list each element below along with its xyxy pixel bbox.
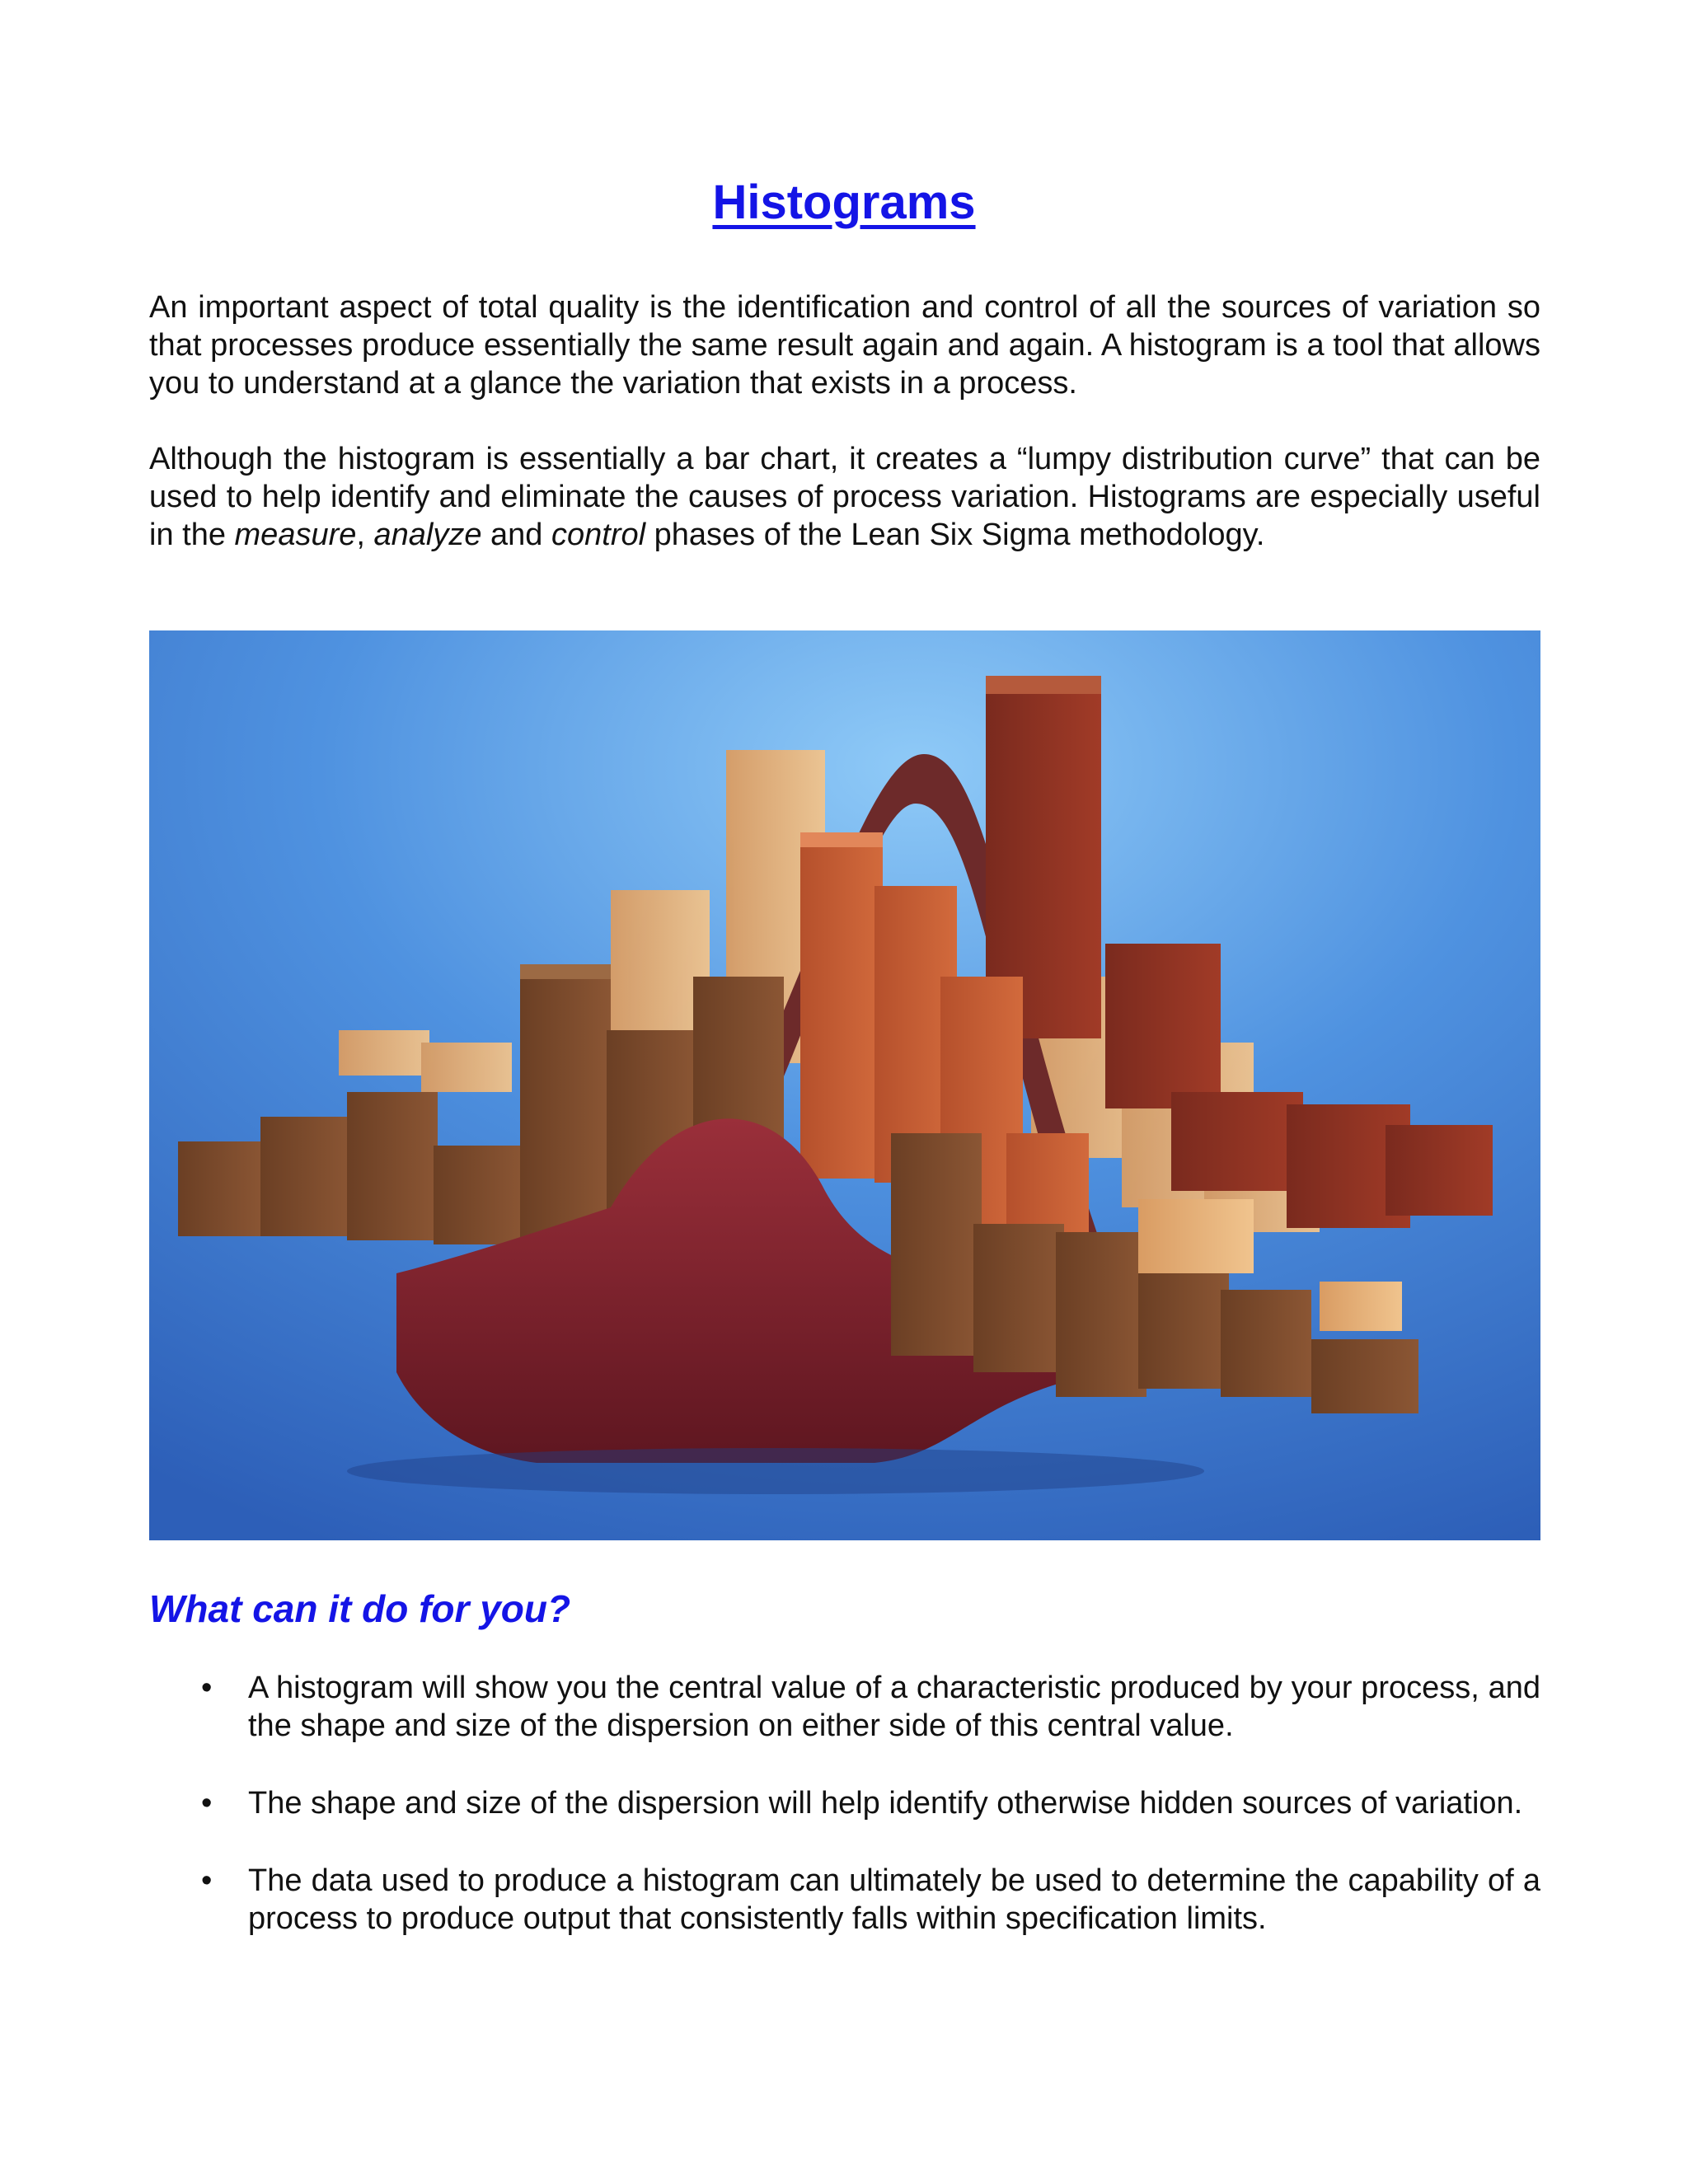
wooden-histogram-illustration xyxy=(149,630,1540,1540)
paragraph2-text-b: phases of the Lean Six Sigma methodology. xyxy=(645,518,1265,552)
bullet-icon: • xyxy=(201,1863,213,1898)
paragraph2-sep2: and xyxy=(481,518,552,552)
section-heading: What can it do for you? xyxy=(149,1587,571,1630)
control-term: control xyxy=(551,518,646,552)
bullet-icon: • xyxy=(201,1786,213,1821)
list-item-text: The data used to produce a histogram can ultimately be used to determine the capability of a process to produce output that consistently falls within specification limits. xyxy=(248,1863,1540,1936)
list-item xyxy=(0,1669,1688,1745)
list-item xyxy=(0,1862,1688,1938)
measure-term: measure xyxy=(234,518,357,552)
page-title: Histograms xyxy=(712,176,976,229)
paragraph2-text-a: Although the histogram is essentially a bar chart, it creates a “lumpy distribution curve” that can be used to help identify and eliminate the causes of process variation. Histograms are especially useful in the xyxy=(149,442,1540,552)
list-item-text: A histogram will show you the central value of a characteristic produced by your process, and the shape and size of the dispersion on either side of this central value. xyxy=(248,1671,1540,1743)
list-item-text: The shape and size of the dispersion will help identify otherwise hidden sources of variation. xyxy=(248,1786,1523,1821)
analyze-term: analyze xyxy=(373,518,482,552)
bar-chart-paragraph xyxy=(149,440,1540,554)
intro-paragraph: An important aspect of total quality is the identification and control of all the sources of variation so that processes produce essentially the same result again and again. A histogram is a tool that allows you to understand at a glance the variation that exists in a process. xyxy=(149,290,1540,401)
list-item xyxy=(0,1784,1688,1822)
paragraph2-sep1: , xyxy=(356,518,374,552)
bullet-icon: • xyxy=(201,1671,213,1705)
benefits-list xyxy=(0,1669,1688,1977)
wooden-histogram-photo xyxy=(149,630,1540,1540)
